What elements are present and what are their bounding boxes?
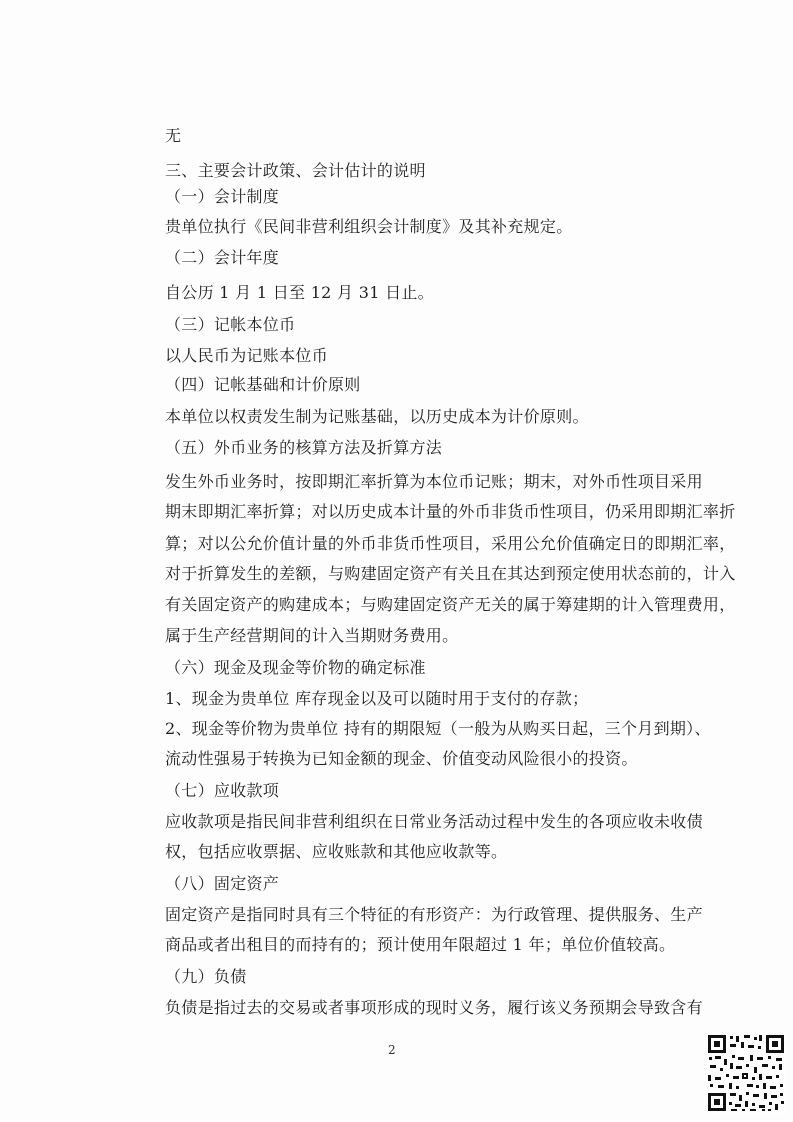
page-number: 2	[388, 1043, 396, 1057]
text-line: 1、现金为贵单位 库存现金以及可以随时用于支付的存款；	[165, 689, 589, 708]
qr-code-icon	[706, 1033, 786, 1113]
text-line: 贵单位执行《民间非营利组织会计制度》及其补充规定。	[165, 217, 573, 236]
text-line: 无	[165, 126, 182, 145]
subsection-heading: （九）负债	[165, 967, 247, 986]
subsection-heading: （七）应收款项	[165, 781, 280, 800]
text-line: 以人民币为记账本位币	[165, 346, 329, 365]
subsection-heading: （三）记帐本位币	[165, 315, 296, 334]
subsection-heading: （四）记帐基础和计价原则	[165, 375, 361, 394]
subsection-heading: （一）会计制度	[165, 187, 280, 206]
text-line: 流动性强易于转换为已知金额的现金、价值变动风险很小的投资。	[165, 749, 638, 768]
text-line: 固定资产是指同时具有三个特征的有形资产：为行政管理、提供服务、生产	[165, 905, 703, 924]
subsection-heading: （五）外币业务的核算方法及折算方法	[165, 438, 443, 457]
text-line: 权，包括应收票据、应收账款和其他应收款等。	[165, 842, 508, 861]
text-line: 负债是指过去的交易或者事项形成的现时义务，履行该义务预期会导致含有	[165, 998, 703, 1017]
text-line: 属于生产经营期间的计入当期财务费用。	[165, 626, 459, 645]
subsection-heading: （八）固定资产	[165, 874, 280, 893]
section-heading: 三、主要会计政策、会计估计的说明	[165, 161, 426, 180]
text-line: 期末即期汇率折算；对以历史成本计量的外币非货币性项目，仍采用即期汇率折	[165, 502, 736, 521]
text-line: 2、现金等价物为贵单位 持有的期限短（一般为从购买日起，三个月到期）、	[165, 719, 711, 738]
text-line: 发生外币业务时，按即期汇率折算为本位币记账；期末，对外币性项目采用	[165, 472, 703, 491]
text-line: 自公历 1 月 1 日至 12 月 31 日止。	[165, 283, 434, 302]
text-line: 商品或者出租目的而持有的；预计使用年限超过 1 年；单位价值较高。	[165, 935, 676, 954]
subsection-heading: （六）现金及现金等价物的确定标准	[165, 658, 426, 677]
text-line: 本单位以权责发生制为记账基础，以历史成本为计价原则。	[165, 407, 589, 426]
text-line: 有关固定资产的购建成本；与购建固定资产无关的属于筹建期的计入管理费用，	[165, 595, 736, 614]
subsection-heading: （二）会计年度	[165, 248, 280, 267]
text-line: 应收款项是指民间非营利组织在日常业务活动过程中发生的各项应收未收债	[165, 812, 703, 831]
text-line: 算；对以公允价值计量的外币非货币性项目，采用公允价值确定日的即期汇率，	[165, 534, 736, 553]
text-line: 对于折算发生的差额，与购建固定资产有关且在其达到预定使用状态前的，计入	[165, 564, 736, 583]
